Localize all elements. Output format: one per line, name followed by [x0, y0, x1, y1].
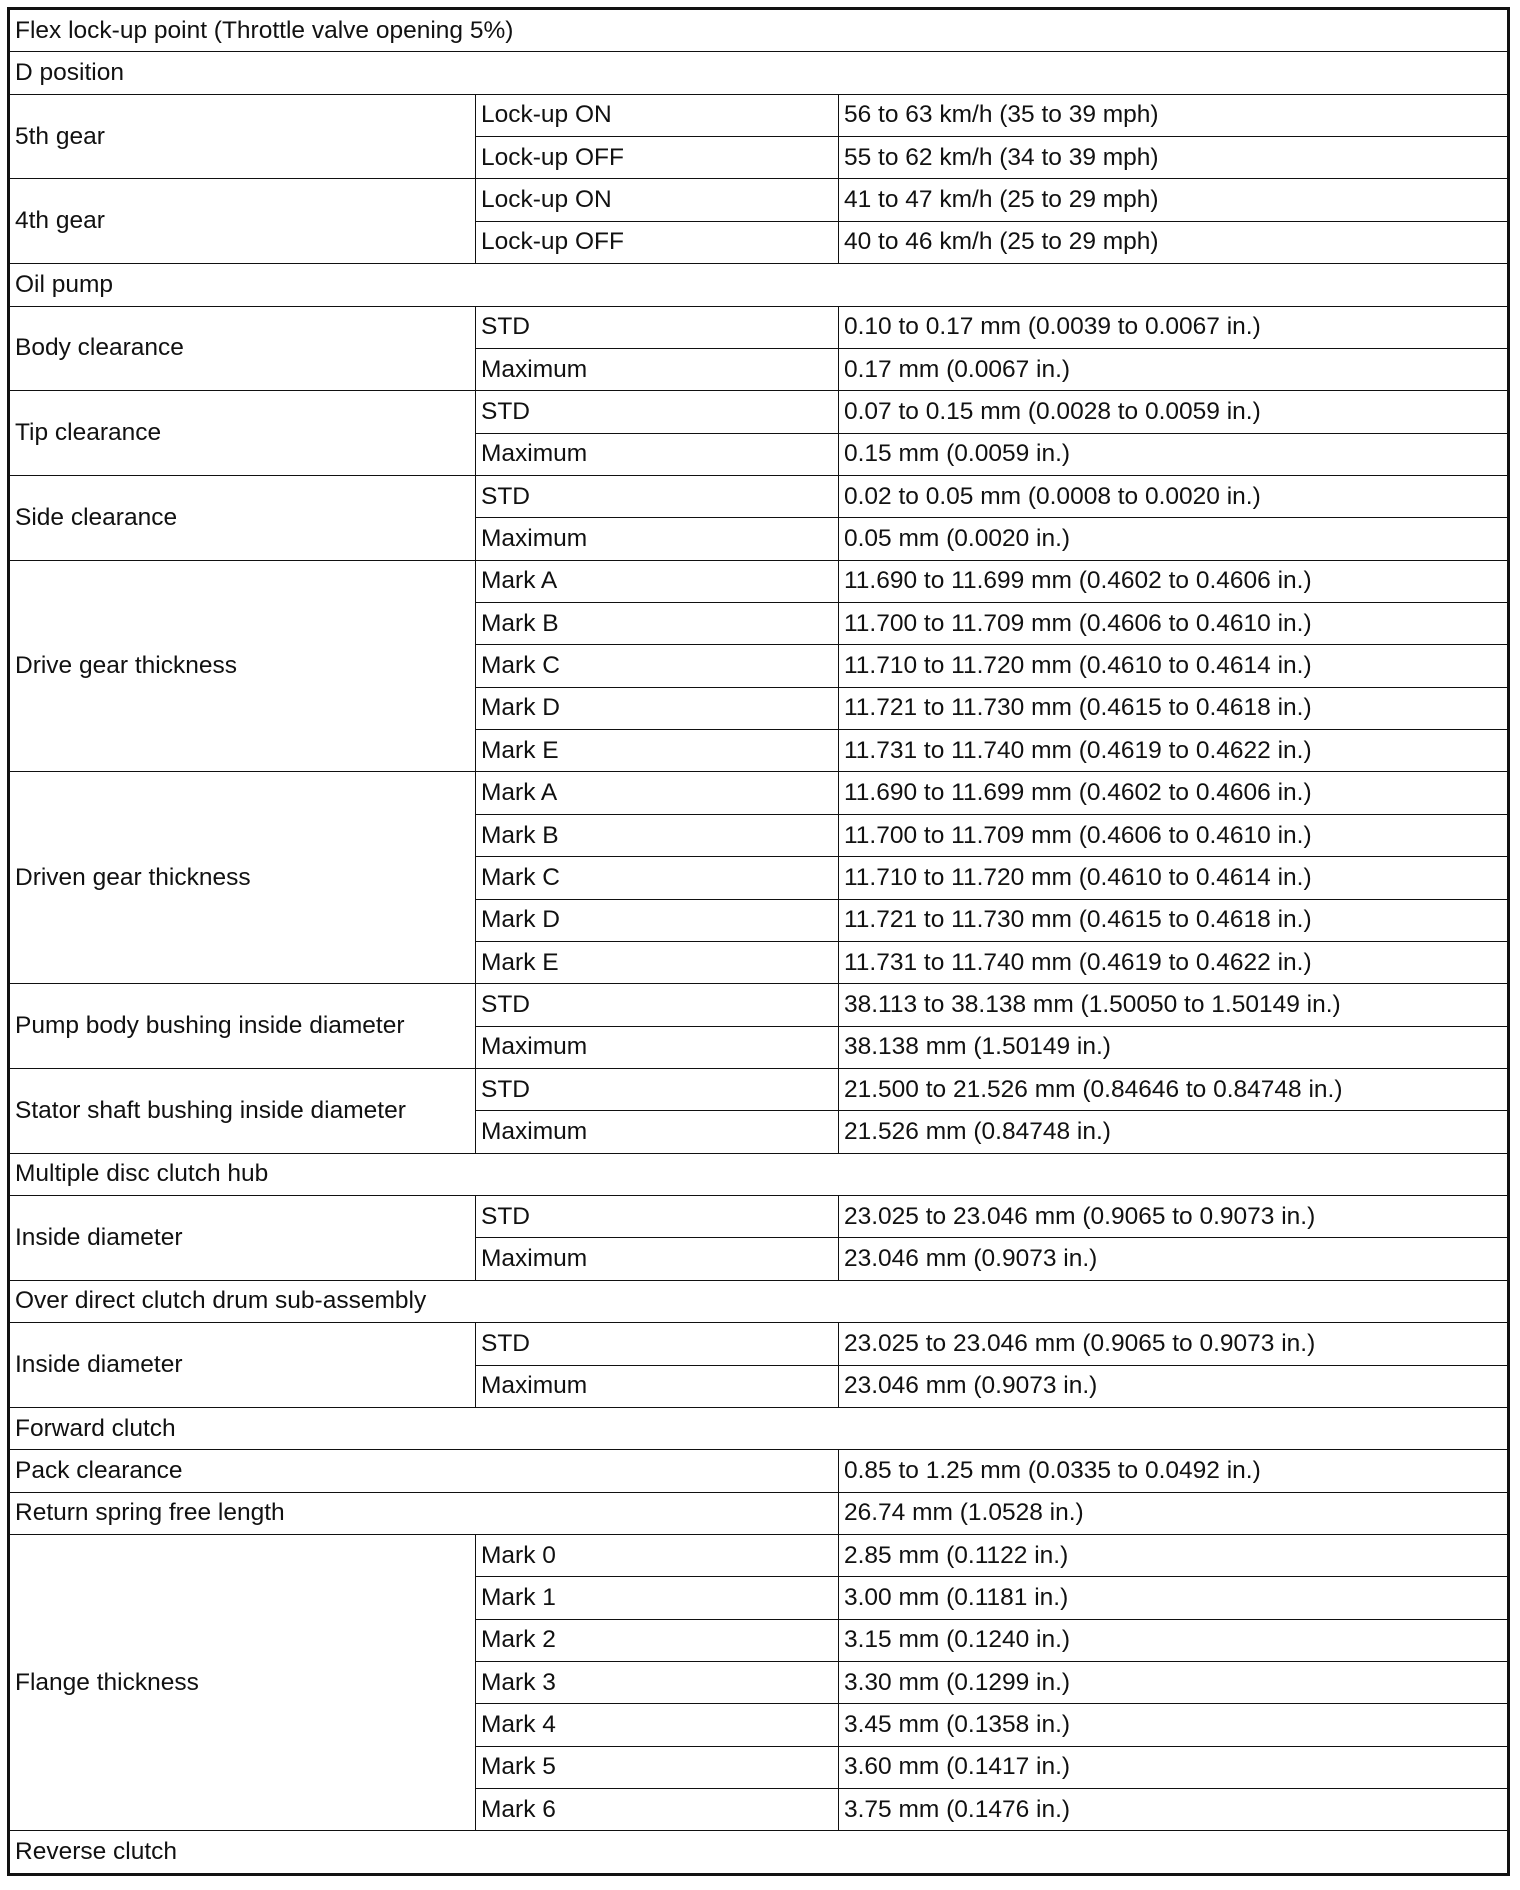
item-label: Body clearance — [9, 306, 476, 391]
condition-label: STD — [476, 306, 839, 348]
spec-value: 0.17 mm (0.0067 in.) — [839, 348, 1509, 390]
spec-value: 0.02 to 0.05 mm (0.0008 to 0.0020 in.) — [839, 475, 1509, 517]
spec-value: 21.500 to 21.526 mm (0.84646 to 0.84748 in.) — [839, 1069, 1509, 1111]
spec-value: 11.710 to 11.720 mm (0.4610 to 0.4614 in.) — [839, 857, 1509, 899]
section-heading: Multiple disc clutch hub — [9, 1153, 1509, 1195]
section-row — [9, 1831, 1509, 1875]
item-label: Return spring free length — [9, 1492, 839, 1534]
condition-label: Mark C — [476, 857, 839, 899]
spec-value: 11.690 to 11.699 mm (0.4602 to 0.4606 in.) — [839, 772, 1509, 814]
condition-label: STD — [476, 475, 839, 517]
spec-value: 11.721 to 11.730 mm (0.4615 to 0.4618 in.) — [839, 899, 1509, 941]
condition-label: Mark 3 — [476, 1662, 839, 1704]
spec-value: 3.00 mm (0.1181 in.) — [839, 1577, 1509, 1619]
item-label: Inside diameter — [9, 1323, 476, 1408]
section-heading: Flex lock-up point (Throttle valve opening 5%) — [9, 9, 1509, 52]
item-label: Pump body bushing inside diameter — [9, 984, 476, 1069]
spec-value: 23.046 mm (0.9073 in.) — [839, 1238, 1509, 1280]
spec-value: 11.731 to 11.740 mm (0.4619 to 0.4622 in.) — [839, 941, 1509, 983]
condition-label: Mark 0 — [476, 1534, 839, 1576]
spec-value: 2.85 mm (0.1122 in.) — [839, 1534, 1509, 1576]
spec-value: 41 to 47 km/h (25 to 29 mph) — [839, 179, 1509, 221]
spec-value: 11.721 to 11.730 mm (0.4615 to 0.4618 in.) — [839, 687, 1509, 729]
condition-label: Lock-up OFF — [476, 137, 839, 179]
condition-label: Maximum — [476, 348, 839, 390]
item-label: Flange thickness — [9, 1534, 476, 1831]
condition-label: Mark 2 — [476, 1619, 839, 1661]
table-row — [9, 772, 1509, 814]
section-row — [9, 1407, 1509, 1449]
condition-label: STD — [476, 1323, 839, 1365]
section-heading: Over direct clutch drum sub-assembly — [9, 1280, 1509, 1322]
spec-table — [7, 7, 1510, 1876]
item-label: 5th gear — [9, 94, 476, 179]
item-label: Driven gear thickness — [9, 772, 476, 984]
section-heading: D position — [9, 52, 1509, 94]
spec-value: 11.700 to 11.709 mm (0.4606 to 0.4610 in.) — [839, 814, 1509, 856]
spec-value: 23.046 mm (0.9073 in.) — [839, 1365, 1509, 1407]
condition-label: Mark C — [476, 645, 839, 687]
table-row — [9, 1492, 1509, 1534]
spec-value: 26.74 mm (1.0528 in.) — [839, 1492, 1509, 1534]
item-label: Stator shaft bushing inside diameter — [9, 1069, 476, 1154]
condition-label: Mark B — [476, 603, 839, 645]
condition-label: Maximum — [476, 518, 839, 560]
section-heading: Oil pump — [9, 264, 1509, 306]
condition-label: Mark E — [476, 730, 839, 772]
table-row — [9, 560, 1509, 602]
condition-label: Maximum — [476, 1365, 839, 1407]
spec-value: 11.731 to 11.740 mm (0.4619 to 0.4622 in.) — [839, 730, 1509, 772]
spec-value: 0.15 mm (0.0059 in.) — [839, 433, 1509, 475]
section-row — [9, 52, 1509, 94]
condition-label: Maximum — [476, 1026, 839, 1068]
spec-value: 38.113 to 38.138 mm (1.50050 to 1.50149 in.) — [839, 984, 1509, 1026]
table-row — [9, 391, 1509, 433]
table-row — [9, 475, 1509, 517]
spec-value: 3.15 mm (0.1240 in.) — [839, 1619, 1509, 1661]
condition-label: Mark A — [476, 772, 839, 814]
spec-value: 0.10 to 0.17 mm (0.0039 to 0.0067 in.) — [839, 306, 1509, 348]
spec-value: 23.025 to 23.046 mm (0.9065 to 0.9073 in.) — [839, 1196, 1509, 1238]
section-row — [9, 9, 1509, 52]
condition-label: Mark E — [476, 941, 839, 983]
spec-value: 40 to 46 km/h (25 to 29 mph) — [839, 221, 1509, 263]
spec-value: 11.690 to 11.699 mm (0.4602 to 0.4606 in.) — [839, 560, 1509, 602]
condition-label: Mark A — [476, 560, 839, 602]
spec-value: 21.526 mm (0.84748 in.) — [839, 1111, 1509, 1153]
condition-label: Mark 4 — [476, 1704, 839, 1746]
table-row — [9, 984, 1509, 1026]
spec-value: 3.60 mm (0.1417 in.) — [839, 1746, 1509, 1788]
spec-value: 3.75 mm (0.1476 in.) — [839, 1789, 1509, 1831]
spec-value: 3.45 mm (0.1358 in.) — [839, 1704, 1509, 1746]
condition-label: STD — [476, 1196, 839, 1238]
condition-label: STD — [476, 1069, 839, 1111]
spec-value: 0.85 to 1.25 mm (0.0335 to 0.0492 in.) — [839, 1450, 1509, 1492]
table-row — [9, 306, 1509, 348]
table-row — [9, 94, 1509, 136]
table-row — [9, 179, 1509, 221]
item-label: Inside diameter — [9, 1196, 476, 1281]
condition-label: Maximum — [476, 1238, 839, 1280]
section-row — [9, 1280, 1509, 1322]
condition-label: Maximum — [476, 433, 839, 475]
spec-value: 0.07 to 0.15 mm (0.0028 to 0.0059 in.) — [839, 391, 1509, 433]
item-label: Tip clearance — [9, 391, 476, 476]
condition-label: Lock-up OFF — [476, 221, 839, 263]
section-row — [9, 1153, 1509, 1195]
table-row — [9, 1323, 1509, 1365]
section-row — [9, 264, 1509, 306]
section-heading: Forward clutch — [9, 1407, 1509, 1449]
item-label: Pack clearance — [9, 1450, 839, 1492]
condition-label: Mark 1 — [476, 1577, 839, 1619]
section-heading: Reverse clutch — [9, 1831, 1509, 1875]
condition-label: Mark D — [476, 687, 839, 729]
condition-label: Lock-up ON — [476, 94, 839, 136]
spec-value: 11.700 to 11.709 mm (0.4606 to 0.4610 in.) — [839, 603, 1509, 645]
table-row — [9, 1450, 1509, 1492]
table-row — [9, 1196, 1509, 1238]
condition-label: Mark 5 — [476, 1746, 839, 1788]
spec-value: 3.30 mm (0.1299 in.) — [839, 1662, 1509, 1704]
table-row — [9, 1534, 1509, 1576]
condition-label: Mark B — [476, 814, 839, 856]
condition-label: Maximum — [476, 1111, 839, 1153]
condition-label: Lock-up ON — [476, 179, 839, 221]
spec-value: 55 to 62 km/h (34 to 39 mph) — [839, 137, 1509, 179]
table-row — [9, 1069, 1509, 1111]
spec-value: 38.138 mm (1.50149 in.) — [839, 1026, 1509, 1068]
item-label: Side clearance — [9, 475, 476, 560]
spec-value: 0.05 mm (0.0020 in.) — [839, 518, 1509, 560]
condition-label: Mark D — [476, 899, 839, 941]
item-label: 4th gear — [9, 179, 476, 264]
spec-table-body — [9, 9, 1509, 1875]
condition-label: Mark 6 — [476, 1789, 839, 1831]
condition-label: STD — [476, 391, 839, 433]
spec-value: 56 to 63 km/h (35 to 39 mph) — [839, 94, 1509, 136]
item-label: Drive gear thickness — [9, 560, 476, 772]
spec-value: 11.710 to 11.720 mm (0.4610 to 0.4614 in.) — [839, 645, 1509, 687]
spec-value: 23.025 to 23.046 mm (0.9065 to 0.9073 in.) — [839, 1323, 1509, 1365]
condition-label: STD — [476, 984, 839, 1026]
